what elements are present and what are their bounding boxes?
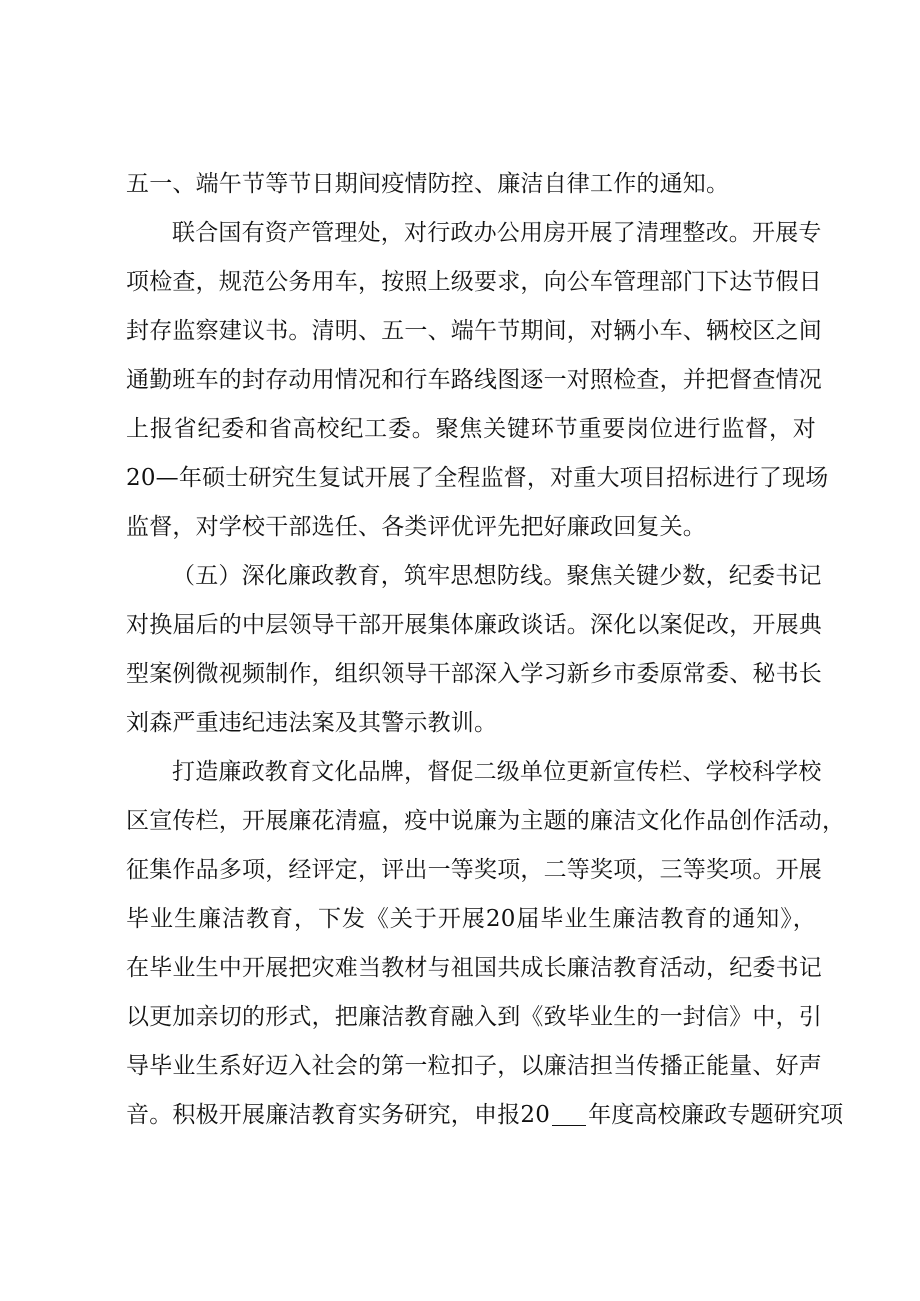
text-segment: 年度高校廉政专题研究项 [588, 1102, 844, 1128]
text-line: 刘森严重违纪违法案及其警示教训。 [126, 710, 498, 736]
text-line: 监督，对学校干部选任、各类评优评先把好廉政回复关。 [126, 514, 706, 540]
text-line: 项检查，规范公务用车，按照上级要求，向公车管理部门下达节假日 [126, 269, 822, 295]
paragraph-start-line: 联合国有资产管理处，对行政办公用房开展了清理整改。开展专 [172, 220, 822, 246]
paragraph-start-line: （五）深化廉政教育，筑牢思想防线。聚焦关键少数，纪委书记 [172, 563, 822, 589]
text-line: 区宣传栏，开展廉花清瘟，疫中说廉为主题的廉洁文化作品创作活动， [126, 808, 846, 834]
text-line: 封存监察建议书。清明、五一、端午节期间，对辆小车、辆校区之间 [126, 318, 822, 344]
text-line: 导毕业生系好迈入社会的第一粒扣子，以廉洁担当传播正能量、好声 [126, 1053, 822, 1079]
text-line: 对换届后的中层领导干部开展集体廉政谈话。深化以案促改，开展典 [126, 612, 822, 638]
text-line: 在毕业生中开展把灾难当教材与祖国共成长廉洁教育活动，纪委书记 [126, 955, 822, 981]
text-line: 型案例微视频制作，组织领导干部深入学习新乡市委原常委、秘书长 [126, 661, 822, 687]
text-segment: 音。积极开展廉洁教育实务研究，申报20 [126, 1102, 551, 1128]
paragraph-start-line: 打造廉政教育文化品牌，督促二级单位更新宣传栏、学校科学校 [172, 759, 822, 785]
text-line: 毕业生廉洁教育，下发《关于开展20届毕业生廉洁教育的通知》， [126, 906, 816, 932]
text-line: 20—年硕士研究生复试开展了全程监督，对重大项目招标进行了现场 [126, 465, 829, 491]
text-line: 征集作品多项，经评定，评出一等奖项，二等奖项，三等奖项。开展 [126, 857, 822, 883]
text-line: 五一、端午节等节日期间疫情防控、廉洁自律工作的通知。 [126, 171, 730, 197]
text-line: 上报省纪委和省高校纪工委。聚焦关键环节重要岗位进行监督，对 [126, 416, 816, 442]
text-line: 以更加亲切的形式，把廉洁教育融入到《致毕业生的一封信》中，引 [126, 1004, 822, 1030]
text-line-with-blank [126, 1097, 844, 1133]
text-line: 通勤班车的封存动用情况和行车路线图逐一对照检查，并把督查情况 [126, 367, 822, 393]
fill-in-blank [552, 1103, 586, 1126]
